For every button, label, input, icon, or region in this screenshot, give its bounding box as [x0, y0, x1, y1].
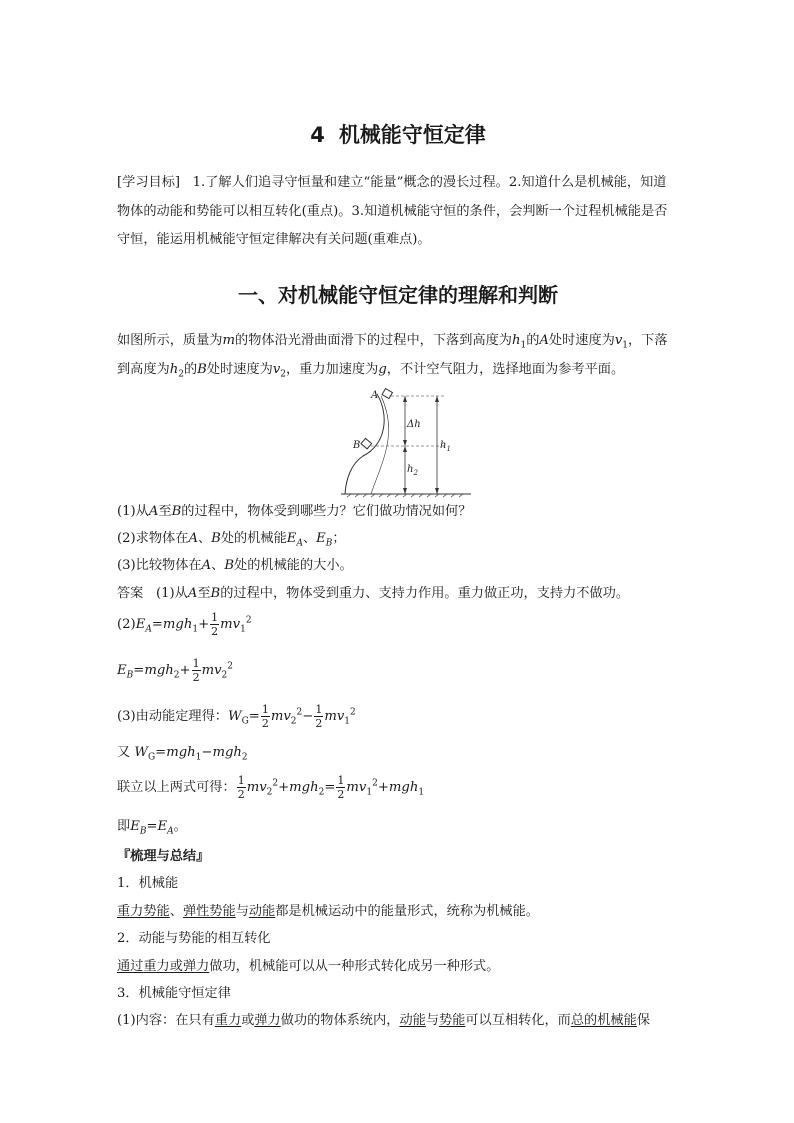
label-h1: h: [440, 440, 447, 451]
answer-combine: 联立以上两式可得： $\frac{1}{2}$ $mv_2^2+mgh_2=$ $\frac{1}{2}$ $mv_1^2+mgh_1$: [117, 774, 425, 801]
slope-base-curve: [371, 396, 389, 494]
answer-3: (3)由动能定理得：$W_G=$ $\frac{1}{2}$ $mv_2^2-$ $\frac{1}{2}$ $mv_1^2$: [117, 703, 356, 730]
intro-paragraph: 如图所示，质量为m的物体沿光滑曲面滑下的过程中，下落到高度为$h_1$的A处时速度为$v_1$，下落到高度为$h_2$的B处时速度为$v_2$，重力加速度为g，不计空气阻力，选择地面为参考平面。: [117, 333, 668, 380]
question-1: (1)从A至B的过程中，物体受到哪些力？它们做功情况如何？: [117, 504, 472, 519]
summary-heading: 『梳理与总结』: [117, 849, 210, 864]
label-b: B: [353, 440, 361, 451]
question-3: (3)比较物体在A、B处的机械能的大小。: [117, 558, 353, 573]
question-2: (2)求物体在A、B处的机械能$E_A$、$E_B$；: [117, 531, 346, 549]
answer-label: 答案: [117, 586, 144, 601]
goals-tag: [学习目标]: [117, 175, 181, 190]
block-a: [382, 389, 392, 399]
summary-item-2-text: 通过重力或弹力做功，机械能可以从一种形式转化成另一种形式。: [117, 959, 500, 974]
answer-1: 答案 (1)从A至B的过程中，物体受到重力、支持力作用。重力做正功，支持力不做功。: [117, 586, 630, 601]
block-b: [361, 438, 372, 449]
summary-item-1-text: 重力势能、弹性势能与动能都是机械运动中的能量形式，统称为机械能。: [117, 904, 539, 919]
svg-text:h2: $h_2$: [407, 464, 418, 477]
answer-result: 即$E_B=E_A$。: [117, 819, 187, 837]
summary-item-2-title: 2．动能与势能的相互转化: [117, 931, 271, 946]
slope-curve: [345, 394, 384, 494]
answer-2-ea: $(2)E_A=mgh_1+$ $\frac{1}{2}$ $mv_1^2$: [117, 611, 252, 638]
svg-text:h1: $h_1$: [440, 440, 451, 453]
learning-goals: [117, 169, 679, 255]
answer-again: 又 $W_G=mgh_1-mgh_2$: [117, 745, 248, 763]
section-heading: 一、对机械能守恒定律的理解和判断: [238, 283, 558, 307]
title-number: 4: [310, 123, 325, 147]
summary-item-1-title: 1．机械能: [117, 876, 179, 891]
label-a: A: [371, 390, 379, 401]
summary-item-3-title: 3．机械能守恒定律: [117, 986, 231, 1001]
label-h2: h: [407, 464, 414, 475]
label-dh: Δh: [407, 419, 421, 430]
slope-figure: [341, 384, 481, 498]
title-text: 机械能守恒定律: [338, 123, 486, 147]
answer-2-eb: $E_B=mgh_2+$ $\frac{1}{2}$ $mv_2^2$: [117, 657, 233, 684]
page-title: [117, 119, 679, 149]
summary-item-3-text: (1)内容：在只有重力或弹力做功的物体系统内，动能与势能可以互相转化，而总的机械能保: [117, 1013, 650, 1028]
goals-text: 1.了解人们追寻守恒量和建立“能量”概念的漫长过程。2.知道什么是机械能，知道物体的动能和势能可以相互转化(重点)。3.知道机械能守恒的条件，会判断一个过程机械能是否守恒，能运用机械能守恒定律解决有关问题(重难点)。: [117, 175, 668, 247]
